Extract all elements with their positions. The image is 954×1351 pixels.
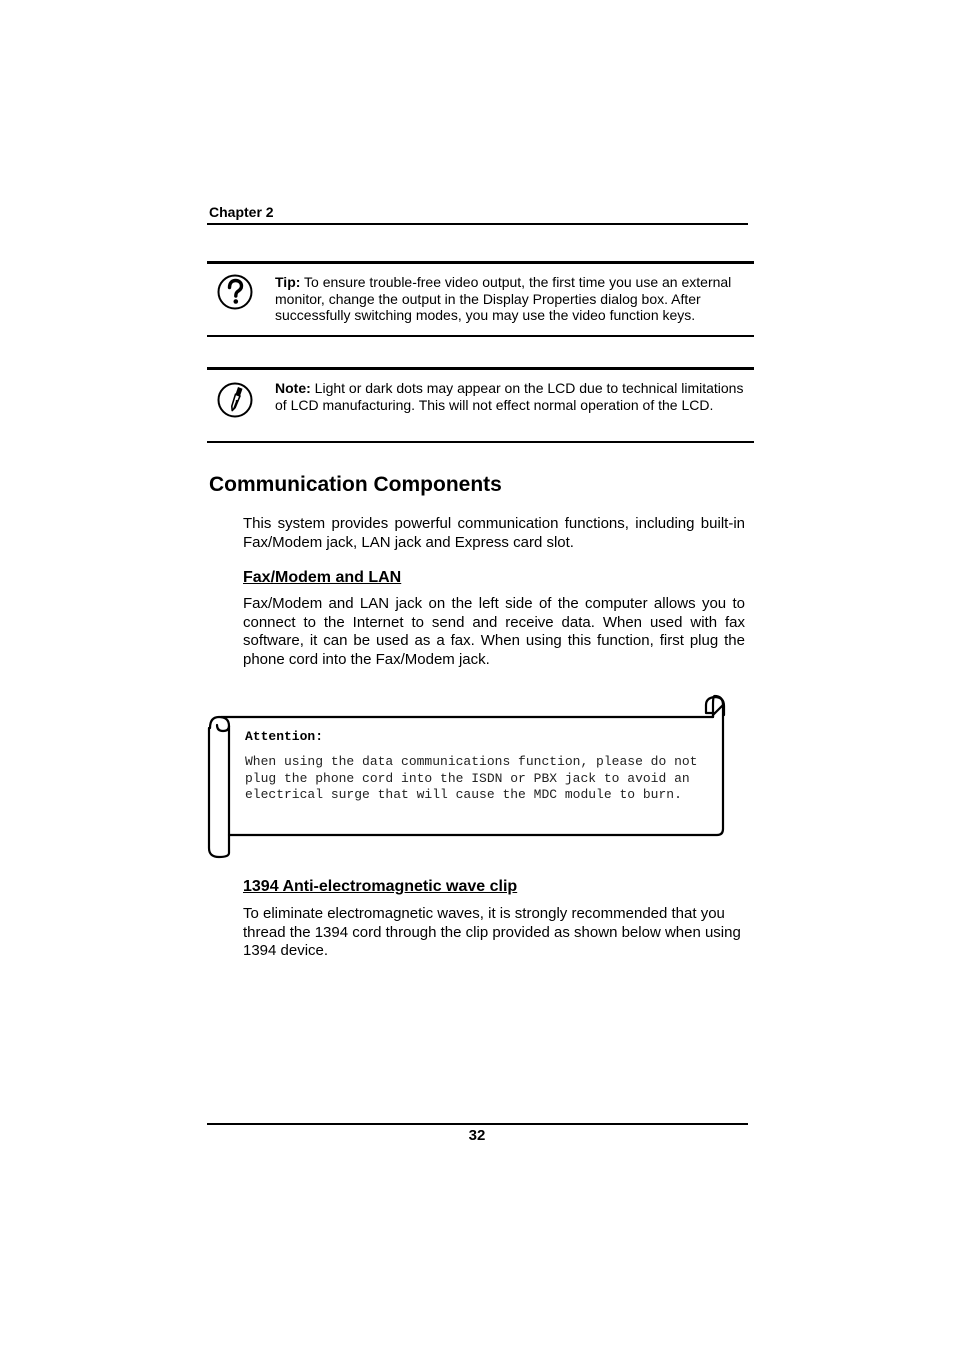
footer-rule xyxy=(207,1123,748,1125)
fax-lan-heading: Fax/Modem and LAN xyxy=(243,569,402,586)
tip-body: To ensure trouble-free video output, the first time you use an external monitor, change the output in the Display Properties dialog box. After successfully switching modes, you may use the video function keys. xyxy=(275,274,732,323)
question-mark-icon xyxy=(217,274,253,310)
note-box xyxy=(207,367,754,443)
pen-nib-icon xyxy=(217,382,253,418)
header-rule xyxy=(207,223,748,225)
section-intro: This system provides powerful communication functions, including built-in Fax/Modem jack, LAN jack and Express card slot. xyxy=(243,515,745,551)
note-body: Light or dark dots may appear on the LCD due to technical limitations of LCD manufacturing. This will not effect normal operation of the LCD. xyxy=(275,380,744,413)
fax-lan-text: Fax/Modem and LAN jack on the left side of the computer allows you to connect to the Internet to send and receive data. When used with fax software, it can be used as a fax. When using this function, first plug the phone cord into the Fax/Modem jack. xyxy=(243,595,745,668)
attention-title: Attention: xyxy=(245,729,324,744)
tip-text xyxy=(275,274,751,324)
clip-heading: 1394 Anti-electromagnetic wave clip xyxy=(243,878,518,895)
tip-box xyxy=(207,261,754,337)
note-label: Note: xyxy=(275,380,311,396)
tip-label: Tip: xyxy=(275,274,301,290)
page-number: 32 xyxy=(468,1127,486,1144)
clip-text: To eliminate electromagnetic waves, it is strongly recommended that you thread the 1394 cord through the clip provided as shown below when using 1394 device. xyxy=(243,905,741,959)
chapter-label: Chapter 2 xyxy=(209,204,274,220)
note-text xyxy=(275,380,751,413)
attention-text: When using the data communications function, please do not plug the phone cord into the ISDN or PBX jack to avoid an electrical surge that will cause the MDC module to burn. xyxy=(245,754,698,802)
section-title: Communication Components xyxy=(209,473,502,496)
